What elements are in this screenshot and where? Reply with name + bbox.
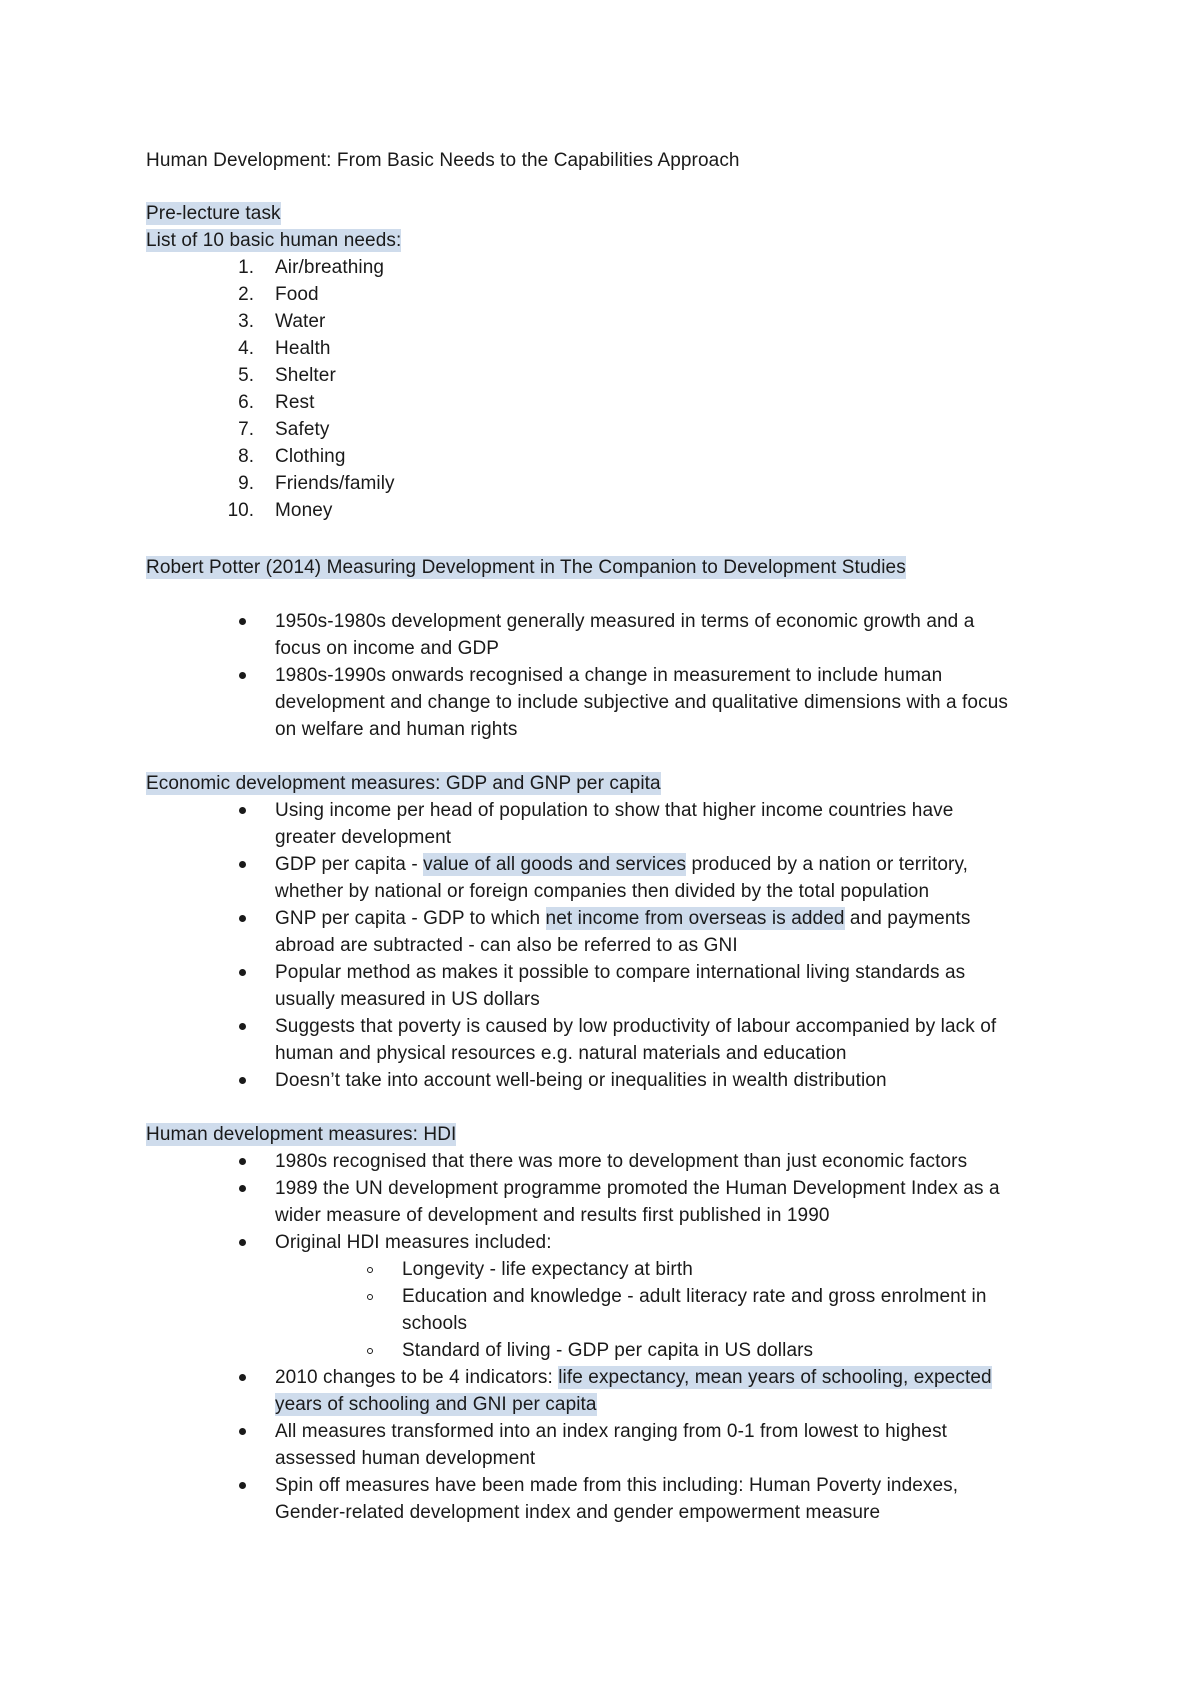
human-sub-bullet-1: Longevity - life expectancy at birth xyxy=(402,1259,693,1280)
human-sub-bullet-3: Standard of living - GDP per capita in US dollars xyxy=(402,1340,814,1361)
human-bullet-5-line-2: assessed human development xyxy=(275,1448,536,1469)
sub-bullet-icon xyxy=(364,1337,376,1364)
economic-bullet-2-line-2: whether by national or foreign companies then divided by the total population xyxy=(275,881,930,902)
human-bullet-3-line-1: Original HDI measures included: xyxy=(275,1232,552,1253)
potter-bullet-1-line-2: focus on income and GDP xyxy=(275,638,500,659)
potter-bullet-2-line-1: 1980s-1990s onwards recognised a change in measurement to include human xyxy=(275,665,943,686)
economic-bullet-6-line-1: Doesn’t take into account well-being or inequalities in wealth distribution xyxy=(275,1070,887,1091)
potter-heading: Robert Potter (2014) Measuring Development in The Companion to Development Studies xyxy=(146,557,906,578)
human-sub-bullet-2-line-1: Education and knowledge - adult literacy rate and gross enrolment in xyxy=(402,1286,987,1307)
potter-bullet-2-line-3: on welfare and human rights xyxy=(275,719,518,740)
economic-bullet-5-line-1: Suggests that poverty is caused by low productivity of labour accompanied by lack of xyxy=(275,1016,997,1037)
economic-bullet-1-line-1: Using income per head of population to show that higher income countries have xyxy=(275,800,954,821)
document-page: Human Development: From Basic Needs to the Capabilities Approach Pre-lecture task List of 10 basic human needs: 1. Air/breathing 2. Food 3. Water 4. Health 5. Shelter 6. Rest 7. Safety 8. Clothing 9. Friends/family 10. Money Robert Potter (2014) Measuring Development in The Companion to Development Studies 1950s-1980s development generally measured in terms of economic growth and a focus on income and GDP 1980s-1990s onwards recognised a change in measurement to include human development and change to include subjective and qualitative dimensions with a focus on welfare and human rights Economic development measures: GDP and GNP per capita Using income per head of population to show that higher income countries have greater development GDP per capita - value of all goods and services produced by a nation or territory, whether by national or foreign companies then divided by the total population GNP per capita - GDP to which net income from overseas is added and payments abroad are subtracted - can also be referred to as GNI Popular method as makes it possible to compare international living standards as usually measured in US dollars Suggests that poverty is caused by low productivity of labour accompanied by lack of human and physical resources e.g. natural materials and education Doesn’t take into account well-being or inequalities in wealth distribution Human development measures: HDI 1980s recognised that there was more to development than just economic factors 1989 the UN development programme promoted the Human Development Index as a wider measure of development and results first published in 1990 Original HDI measures included: Longevity - life expectancy at birth Education and knowledge - adult literacy rate and gross enrolment in schools Standard of living - GDP per capita in US dollars 2010 changes to be 4 indicators: life expectancy, mean years of schooling, expected years of schooling and GNI per capita All measures transformed into an index ranging from 0-1 from lowest to highest assessed human development Spin off measures have been made from this including: Human Poverty indexes, Gender-related development index and gender empowerment measure xyxy=(0,0,1200,1696)
bullet-icon xyxy=(236,1418,248,1445)
bullet-icon xyxy=(236,1013,248,1040)
bullet-icon xyxy=(236,959,248,986)
bullet-icon xyxy=(236,608,248,635)
human-bullet-2-line-1: 1989 the UN development programme promoted the Human Development Index as a xyxy=(275,1178,1000,1199)
prelecture-heading: Pre-lecture task xyxy=(146,203,281,224)
human-bullet-1-line-1: 1980s recognised that there was more to development than just economic factors xyxy=(275,1151,968,1172)
human-bullet-6-line-1: Spin off measures have been made from this including: Human Poverty indexes, xyxy=(275,1475,959,1496)
potter-bullet-1-line-1: 1950s-1980s development generally measured in terms of economic growth and a xyxy=(275,611,975,632)
economic-bullet-3-line-2: abroad are subtracted - can also be referred to as GNI xyxy=(275,935,738,956)
bullet-icon xyxy=(236,797,248,824)
economic-bullet-4-line-2: usually measured in US dollars xyxy=(275,989,540,1010)
prelecture-subheading: List of 10 basic human needs: xyxy=(146,230,402,251)
bullet-icon xyxy=(236,1067,248,1094)
bullet-icon xyxy=(236,1229,248,1256)
bullet-icon xyxy=(236,905,248,932)
human-heading: Human development measures: HDI xyxy=(146,1124,457,1145)
document-title: Human Development: From Basic Needs to the Capabilities Approach xyxy=(146,150,740,171)
bullet-icon xyxy=(236,1148,248,1175)
human-bullet-5-line-1: All measures transformed into an index ranging from 0-1 from lowest to highest xyxy=(275,1421,948,1442)
economic-bullet-1-line-2: greater development xyxy=(275,827,452,848)
human-bullet-2-line-2: wider measure of development and results first published in 1990 xyxy=(275,1205,830,1226)
potter-bullet-2-line-2: development and change to include subjective and qualitative dimensions with a focus xyxy=(275,692,1008,713)
bullet-icon xyxy=(236,662,248,689)
human-bullet-6-line-2: Gender-related development index and gender empowerment measure xyxy=(275,1502,881,1523)
economic-bullet-3-line-1: GNP per capita - GDP to which net income from overseas is added and payments xyxy=(275,908,971,929)
sub-bullet-icon xyxy=(364,1256,376,1283)
bullet-icon xyxy=(236,1472,248,1499)
economic-bullet-4-line-1: Popular method as makes it possible to compare international living standards as xyxy=(275,962,966,983)
human-bullet-4-line-1: 2010 changes to be 4 indicators: life expectancy, mean years of schooling, expected xyxy=(275,1367,992,1388)
human-sub-bullet-2-line-2: schools xyxy=(402,1313,468,1334)
economic-heading: Economic development measures: GDP and GNP per capita xyxy=(146,773,661,794)
economic-bullet-5-line-2: human and physical resources e.g. natural materials and education xyxy=(275,1043,847,1064)
human-bullet-4-line-2: years of schooling and GNI per capita xyxy=(275,1394,597,1415)
bullet-icon xyxy=(236,851,248,878)
sub-bullet-icon xyxy=(364,1283,376,1310)
bullet-icon xyxy=(236,1175,248,1202)
bullet-icon xyxy=(236,1364,248,1391)
economic-bullet-2-line-1: GDP per capita - value of all goods and services produced by a nation or territory, xyxy=(275,854,969,875)
